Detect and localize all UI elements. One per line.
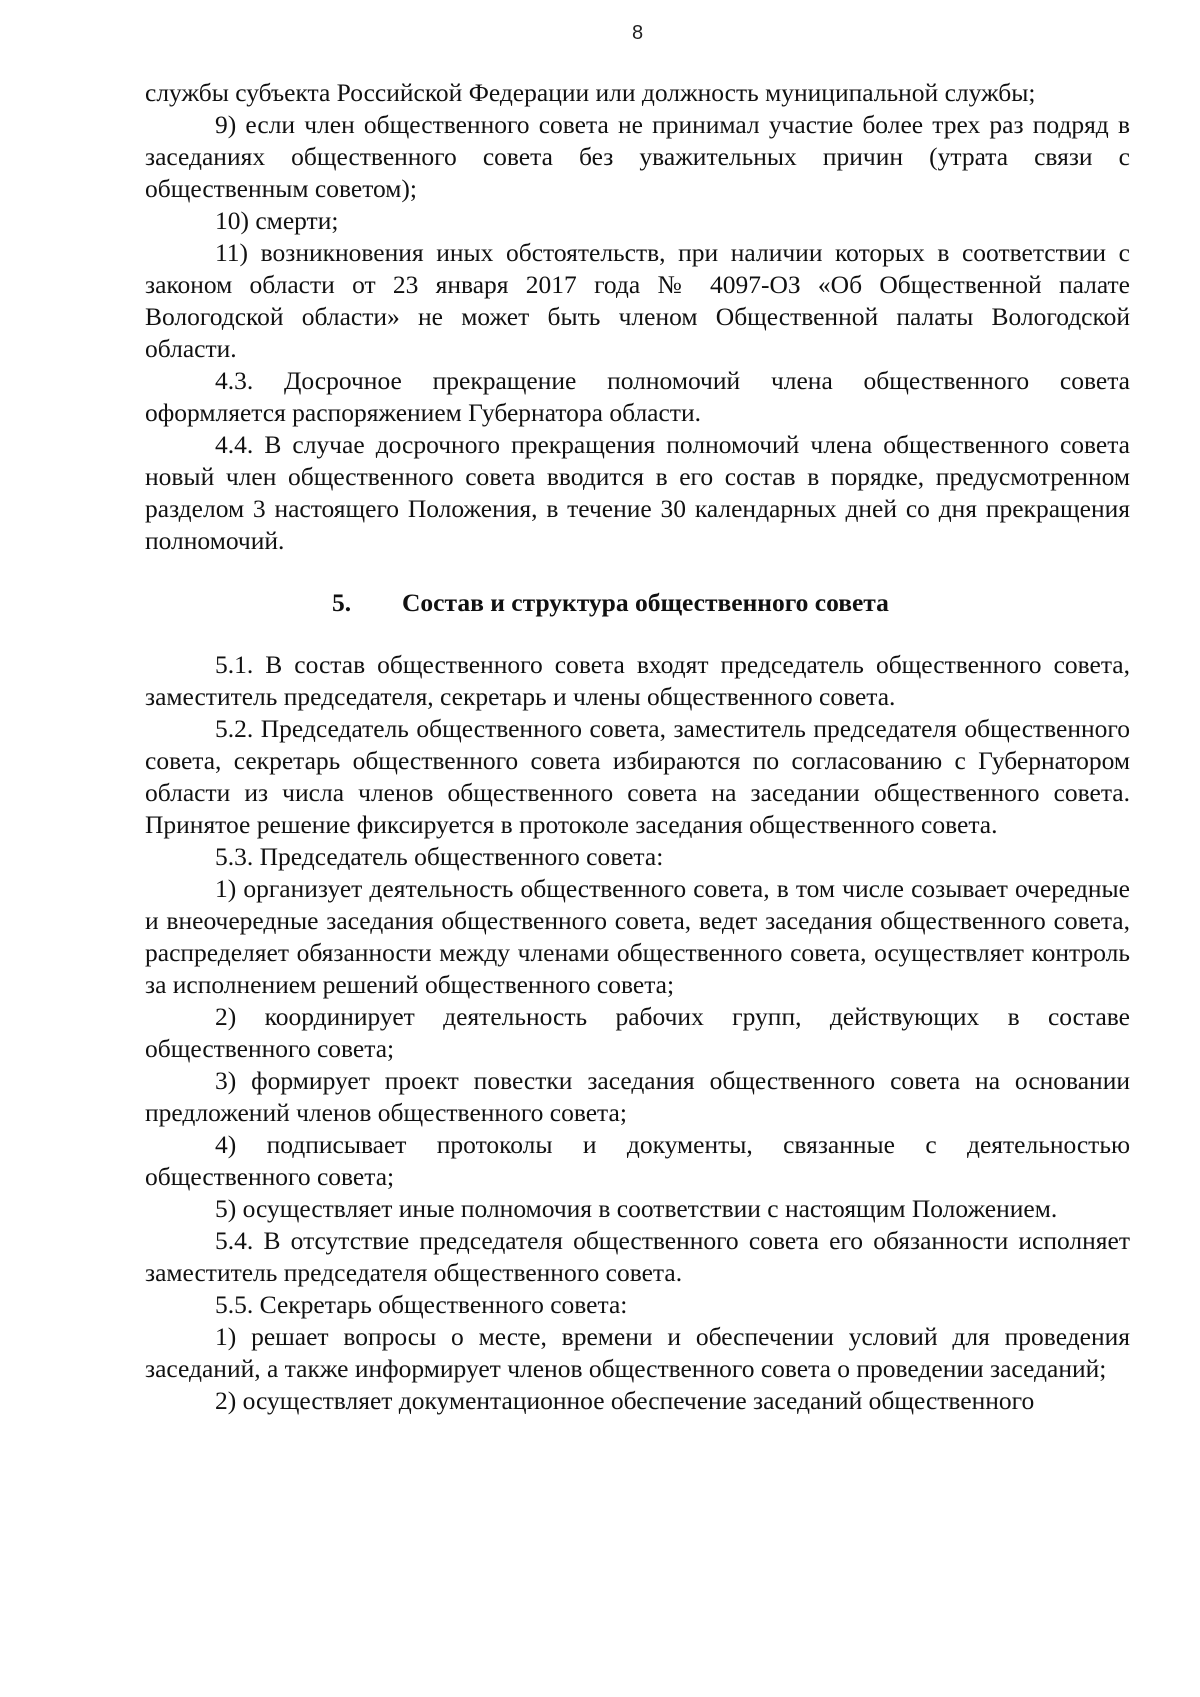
paragraph: 11) возникновения иных обстоятельств, при наличии которых в соответствии с законом области от 23 января 2017 года № 4097-ОЗ «Об Общественной палате Вологодской области» не может быть членом Общественной палаты Вологодской области. — [145, 238, 1130, 363]
paragraph: 9) если член общественного совета не принимал участие более трех раз подряд в заседаниях общественного совета без уважительных причин (утрата связи с общественным советом); — [145, 110, 1130, 203]
paragraph: 5.1. В состав общественного совета входят председатель общественного совета, заместитель председателя, секретарь и члены общественного совета. — [145, 650, 1130, 711]
paragraph: 5.5. Секретарь общественного совета: — [215, 1290, 628, 1319]
paragraph: 10) смерти; — [215, 206, 339, 235]
paragraph: службы субъекта Российской Федерации или должность муниципальной службы; — [145, 78, 1036, 107]
section-number: 5. — [332, 588, 352, 617]
paragraph: 5.3. Председатель общественного совета: — [215, 842, 664, 871]
paragraph: 4) подписывает протоколы и документы, связанные с деятельностью общественного совета; — [145, 1130, 1130, 1191]
paragraph: 2) координирует деятельность рабочих групп, действующих в составе общественного совета; — [145, 1002, 1130, 1063]
section-heading — [145, 587, 1130, 619]
paragraph: 5.4. В отсутствие председателя общественного совета его обязанности исполняет заместитель председателя общественного совета. — [145, 1226, 1130, 1287]
paragraph: 4.4. В случае досрочного прекращения полномочий члена общественного совета новый член общественного совета вводится в его состав в порядке, предусмотренном разделом 3 настоящего Положения, в течение 30 календарных дней со дня прекращения полномочий. — [145, 430, 1130, 555]
paragraph: 3) формирует проект повестки заседания общественного совета на основании предложений членов общественного совета; — [145, 1066, 1130, 1127]
paragraph: 1) решает вопросы о месте, времени и обеспечении условий для проведения заседаний, а также информирует членов общественного совета о проведении заседаний; — [145, 1322, 1130, 1383]
document-body — [145, 77, 1130, 1417]
paragraph: 4.3. Досрочное прекращение полномочий члена общественного совета оформляется распоряжением Губернатора области. — [145, 366, 1130, 427]
section-title: Состав и структура общественного совета — [402, 588, 889, 617]
paragraph: 2) осуществляет документационное обеспечение заседаний общественного — [215, 1386, 1035, 1415]
paragraph: 1) организует деятельность общественного совета, в том числе созывает очередные и внеочередные заседания общественного совета, ведет заседания общественного совета, распределяет обязанности между членами общественного совета, осуществляет контроль за исполнением решений общественного совета; — [145, 874, 1130, 999]
page-number: 8 — [631, 22, 644, 44]
paragraph: 5) осуществляет иные полномочия в соответствии с настоящим Положением. — [215, 1194, 1058, 1223]
paragraph: 5.2. Председатель общественного совета, заместитель председателя общественного совета, секретарь общественного совета избираются по согласованию с Губернатором области из числа членов общественного совета на заседании общественного совета. Принятое решение фиксируется в протоколе заседания общественного совета. — [145, 714, 1130, 839]
